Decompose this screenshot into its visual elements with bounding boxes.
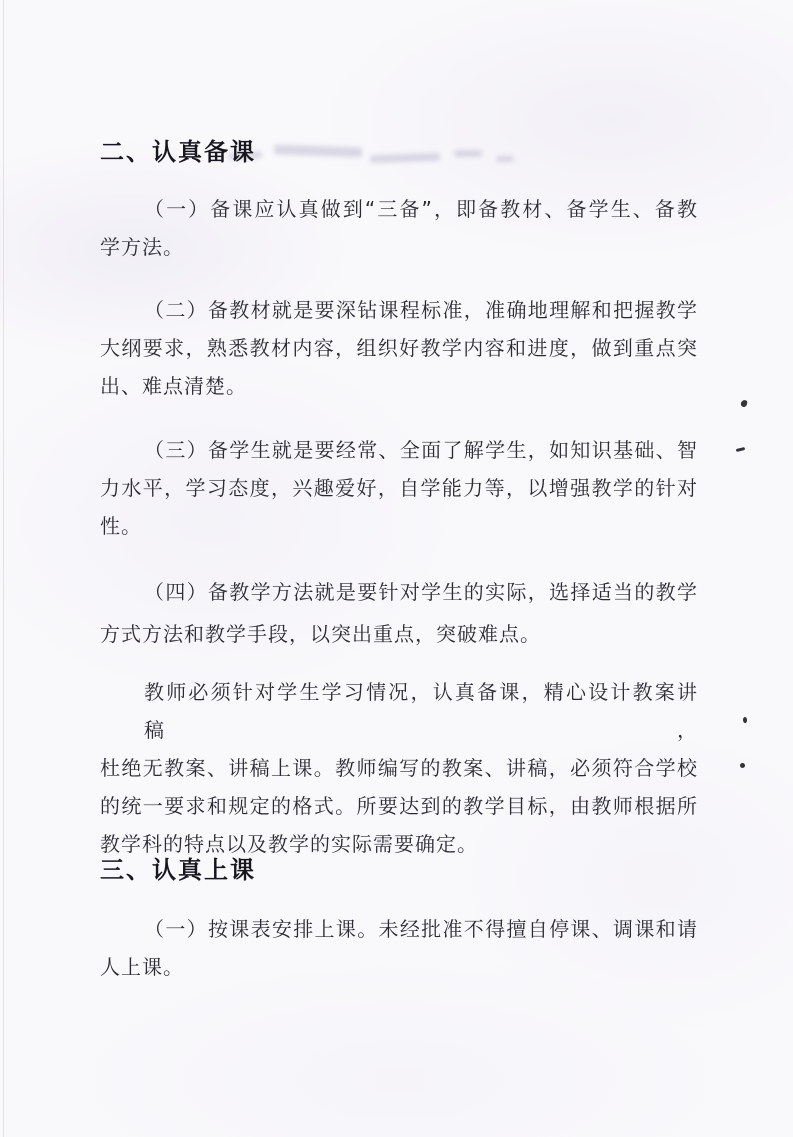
paragraph-prepare-methods bbox=[100, 571, 698, 655]
text-line: 出、难点清楚。 bbox=[100, 374, 247, 398]
text-line: 的统一要求和规定的格式。所要达到的教学目标，由教师根据所 bbox=[100, 794, 698, 818]
text-line: （四）备教学方法就是要针对学生的实际，选择适当的教学 bbox=[144, 580, 698, 604]
text-line: 力水平，学习态度，兴趣爱好，自学能力等，以增强教学的针对 bbox=[100, 476, 698, 500]
scan-edge-line bbox=[3, 0, 4, 1137]
paragraph-three-preparations bbox=[100, 190, 698, 266]
ink-speck bbox=[740, 763, 745, 768]
text-line: 方式方法和教学手段，以突出重点，突破难点。 bbox=[100, 622, 541, 646]
text-line: 学方法。 bbox=[100, 235, 184, 259]
text-line: 大纲要求，熟悉教材内容，组织好教学内容和进度，做到重点突 bbox=[100, 336, 698, 360]
text-line: 性。 bbox=[100, 514, 142, 538]
text-line: （二）备教材就是要深钻课程标准，准确地理解和把握教学 bbox=[144, 298, 698, 322]
text-line: （一）备课应认真做到“三备”，即备教材、备学生、备教 bbox=[144, 197, 698, 221]
ink-speck bbox=[736, 447, 745, 452]
text-line: 教学科的特点以及教学的实际需要确定。 bbox=[100, 832, 478, 856]
text-line: （一）按课表安排上课。未经批准不得擅自停课、调课和请 bbox=[144, 917, 698, 941]
text-line: （三）备学生就是要经常、全面了解学生，如知识基础、智 bbox=[144, 438, 698, 462]
text-line: 教师必须针对学生学习情况，认真备课，精心设计教案讲稿， bbox=[144, 680, 698, 742]
paragraph-follow-timetable bbox=[100, 910, 698, 986]
ink-speck bbox=[743, 717, 747, 723]
section-heading-teach-classes: 三、认真上课 bbox=[100, 856, 256, 884]
paragraph-prepare-materials bbox=[100, 291, 698, 405]
text-line: 人上课。 bbox=[100, 955, 184, 979]
text-line: 杜绝无教案、讲稿上课。教师编写的教案、讲稿，必须符合学校 bbox=[100, 756, 698, 780]
section-heading-prepare-lessons: 二、认真备课 bbox=[100, 138, 256, 166]
paragraph-lesson-plan-requirements bbox=[100, 673, 698, 863]
ink-speck bbox=[740, 399, 748, 408]
paragraph-prepare-students bbox=[100, 431, 698, 545]
